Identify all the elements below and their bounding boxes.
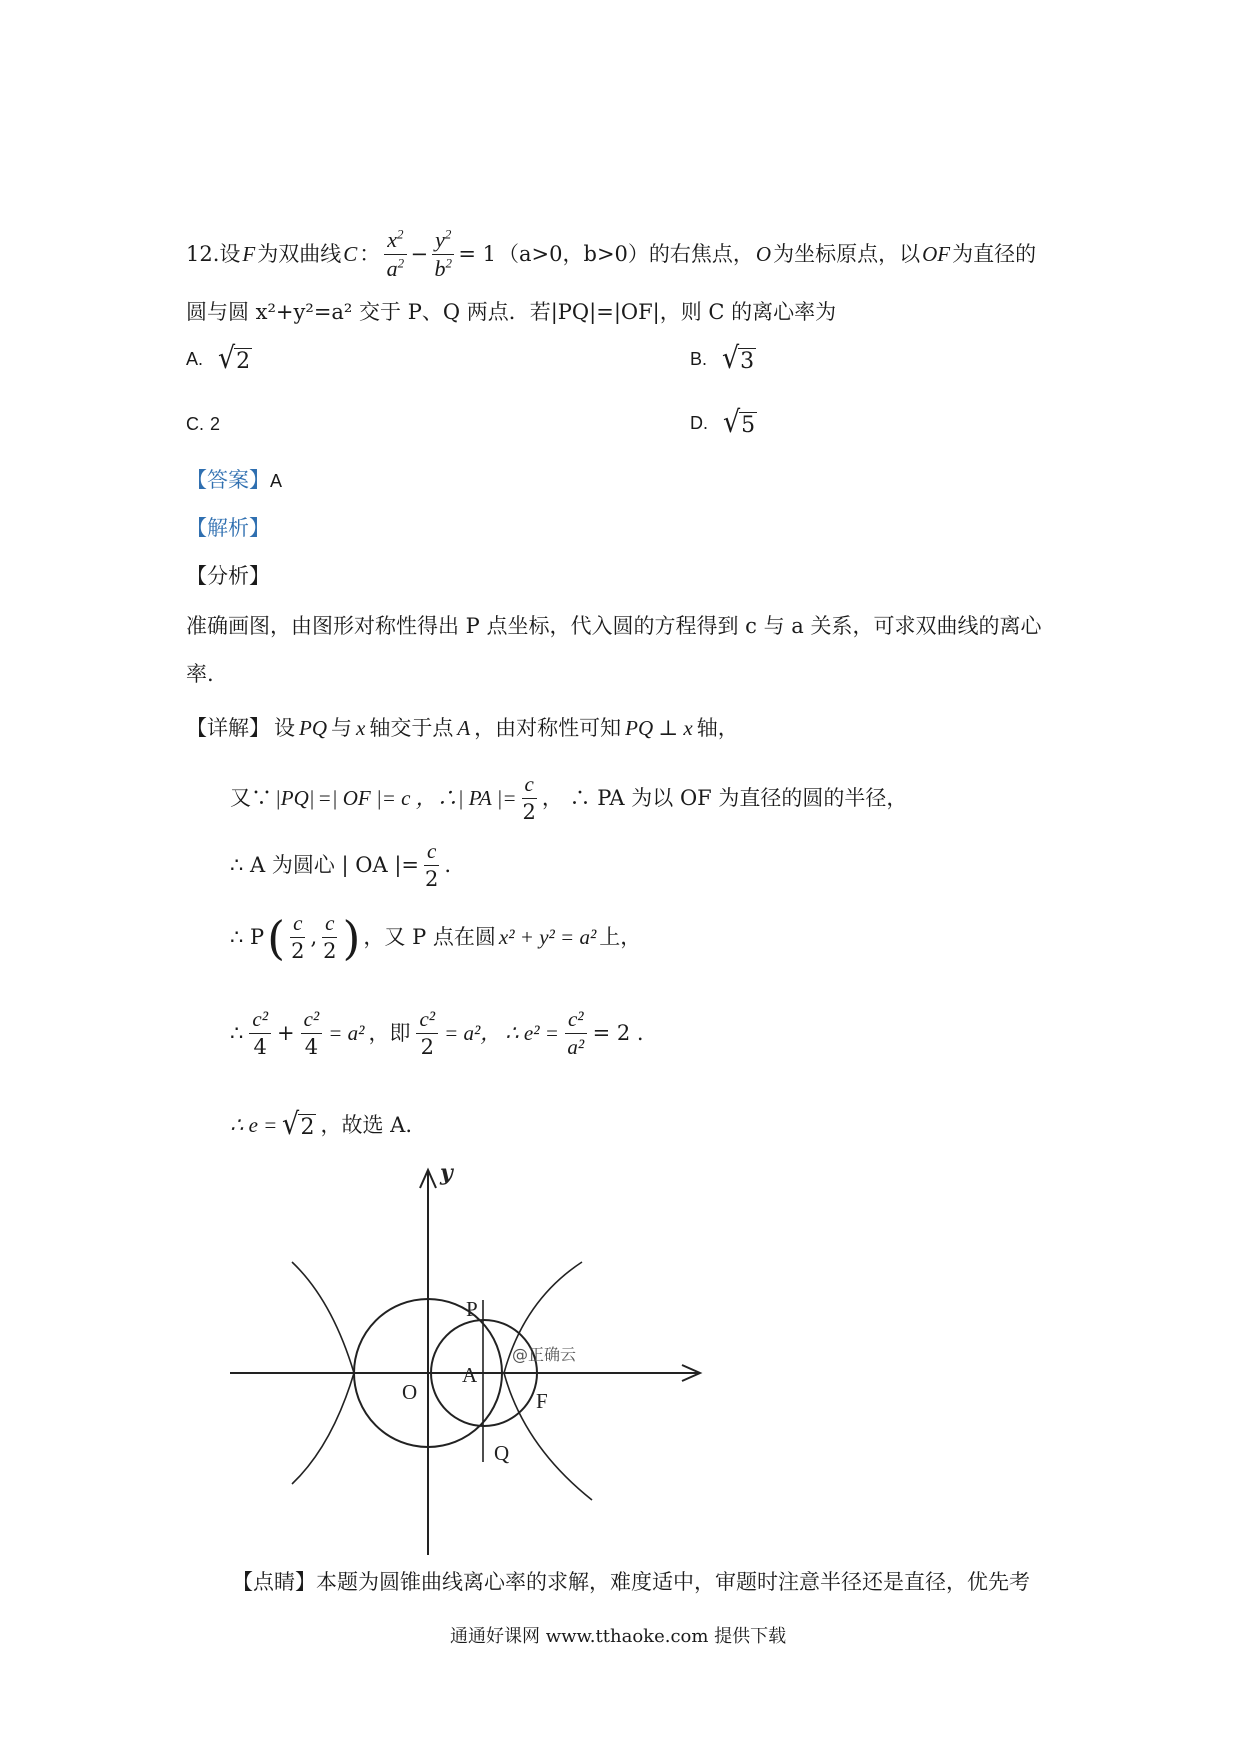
sqrt-icon: √ 2 <box>282 1107 315 1142</box>
fenxi-line-2: 率. <box>186 662 214 686</box>
label-f: F <box>536 1389 548 1413</box>
label-q: Q <box>494 1441 510 1465</box>
watermark: @正确云 <box>512 1345 577 1364</box>
question-number: 12.设 <box>186 242 241 267</box>
option-c[interactable]: C. 2 <box>186 414 221 434</box>
sqrt-icon: √ 5 <box>722 405 756 440</box>
hyperbola-y-term: $\frac{y^2}{b^2}$ <box>432 228 454 281</box>
hyperbola-right-branch <box>504 1262 592 1500</box>
answer-value: A <box>270 471 283 491</box>
dianjing-tag: 【点睛】 <box>232 1570 316 1594</box>
option-b[interactable]: B. √ 3 <box>690 341 755 376</box>
label-y: y <box>440 1160 453 1186</box>
question-line-2: 圆与圆 x²+y²=a² 交于 P、Q 两点．若|PQ|=|OF|，则 C 的离心率为 <box>186 300 837 324</box>
jiexi-tag: 【解析】 <box>186 516 270 540</box>
question-line-1: 12.设 F 为双曲线 C ： $\frac{x^2}{a^2}$ − $\frac{y^2}{b^2}$ = 1 （a>0，b>0）的右焦点， O 为坐标原点，以 OF 为直径的 <box>186 226 1037 282</box>
fenxi-tag: 【分析】 <box>186 564 270 588</box>
detail-line-2: 又∵ |PQ| =| OF |= c ，∴| PA |= $\frac{c}{2}$ ， ∴ PA 为以 OF 为直径的圆的半径， <box>230 772 908 825</box>
detail-line-5: ∴ $\frac{\text{c²}}{4}$ + $\frac{\text{c²}}{4}$ = a² ，即 $\frac{\text{c²}}{2}$ = a²， ∴ e² = $\frac{\text{c²}}{\text{a²}}$ = 2 . <box>230 1007 644 1060</box>
fenxi-line-1: 准确画图，由图形对称性得出 P 点坐标，代入圆的方程得到 c 与 a 关系，可求双曲线的离心 <box>186 614 1042 638</box>
answer-tag: 【答案】 <box>186 468 270 492</box>
label-p: P <box>466 1297 478 1321</box>
sqrt-icon: √ 2 <box>217 341 251 376</box>
option-d[interactable]: D. √ 5 <box>690 405 756 440</box>
detail-line-1: 【详解】 设 PQ 与 x 轴交于点 A ，由对称性可知 PQ ⊥ x 轴， <box>186 716 739 740</box>
label-o: O <box>402 1380 418 1404</box>
detail-line-4: ∴ P ( $\frac{c}{2}$ , $\frac{c}{2}$ ) ，又 P 点在圆 x² + y² = a² 上， <box>230 910 642 965</box>
dianjing-line: 【点睛】本题为圆锥曲线离心率的求解，难度适中，审题时注意半径还是直径，优先考 <box>232 1570 1030 1594</box>
option-a[interactable]: A. √ 2 <box>186 341 251 376</box>
hyperbola-x-term: $\frac{x^2}{a^2}$ <box>384 228 406 281</box>
detail-line-3: ∴ A 为圆心 | OA |= $\frac{c}{2}$ . <box>230 839 452 892</box>
sqrt-icon: √ 3 <box>721 341 755 376</box>
detail-line-6: ∴ e = √ 2 ，故选 A. <box>230 1107 413 1142</box>
page-footer: 通通好课网 www.tthaoke.com 提供下载 <box>450 1626 787 1647</box>
label-a: A <box>462 1363 478 1387</box>
